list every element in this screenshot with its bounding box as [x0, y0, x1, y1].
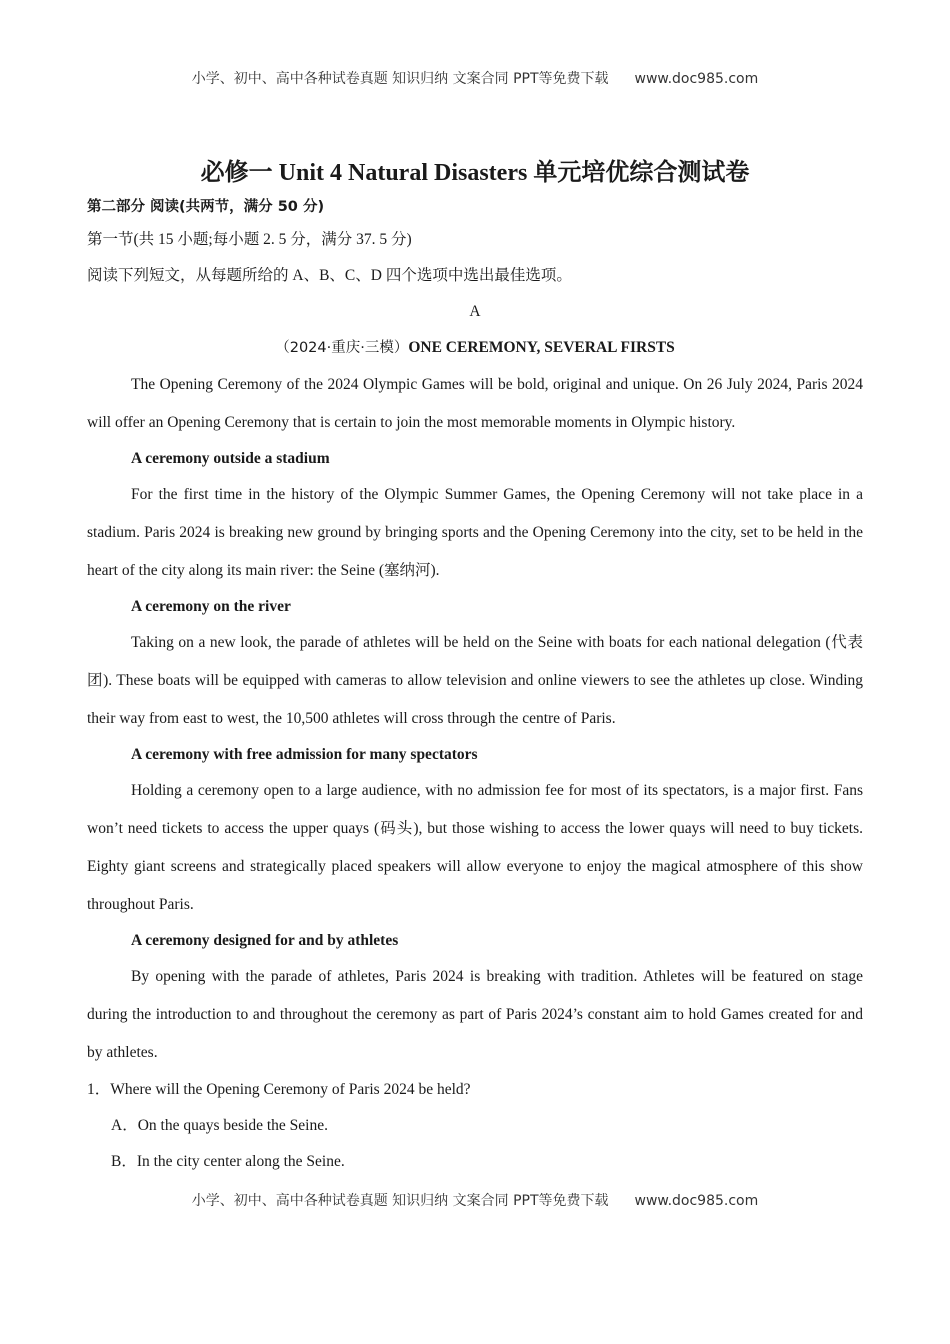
passage-source: （2024·重庆·三模） [275, 340, 409, 356]
section-text-admission: Holding a ceremony open to a large audience, with no admission fee for most of its spectators, is a major first. Fans won’t need tickets to access the upper quays (码头), but those wishing to access the lower quays will need to buy tickets. Eighty giant screens and strategically placed speakers will allow everyone to enjoy the magical atmosphere of this show throughout Paris. [87, 782, 863, 913]
footer-text: 小学、初中、高中各种试卷真题 知识归纳 文案合同 PPT等免费下载 [191, 1193, 609, 1209]
passage-intro: The Opening Ceremony of the 2024 Olympic Games will be bold, original and unique. On 26 July 2024, Paris 2024 will offer an Opening Ceremony that is certain to join the most memorable moments in Olympic history. [87, 376, 863, 431]
page-footer [0, 1190, 950, 1210]
part-heading: 第二部分 阅读(共两节，满分 50 分) [87, 199, 325, 215]
section-heading-admission: A ceremony with free admission for many spectators [131, 746, 478, 763]
instruction: 阅读下列短文，从每题所给的 A、B、C、D 四个选项中选出最佳选项。 [87, 267, 572, 284]
footer-site-link[interactable]: www.doc985.com [634, 1193, 759, 1209]
document-body [87, 192, 863, 1180]
page-header [0, 68, 950, 88]
header-text: 小学、初中、高中各种试卷真题 知识归纳 文案合同 PPT等免费下载 [191, 71, 609, 87]
passage-title-text: ONE CEREMONY, SEVERAL FIRSTS [408, 339, 675, 356]
passage-letter: A [469, 303, 481, 320]
section-heading-stadium: A ceremony outside a stadium [131, 450, 330, 467]
section-heading: 第一节(共 15 小题;每小题 2. 5 分，满分 37. 5 分) [87, 231, 412, 248]
document-title: 必修一 Unit 4 Natural Disasters 单元培优综合测试卷 [200, 160, 750, 186]
section-text-river: Taking on a new look, the parade of athletes will be held on the Seine with boats for each national delegation (代表团). These boats will be equipped with cameras to allow television and online viewers to see the athletes up close. Winding their way from east to west, the 10,500 athletes will cross through the centre of Paris. [87, 634, 863, 727]
section-heading-river: A ceremony on the river [131, 598, 291, 615]
option-a[interactable]: A．On the quays beside the Seine. [111, 1117, 328, 1134]
section-text-athletes: By opening with the parade of athletes, Paris 2024 is breaking with tradition. Athletes will be featured on stage during the introduction to and throughout the ceremony as part of Paris 2024’s constant aim to hold Games created for and by athletes. [87, 968, 863, 1061]
passage-title [87, 330, 863, 366]
option-b[interactable]: B．In the city center along the Seine. [111, 1153, 345, 1170]
section-text-stadium: For the first time in the history of the Olympic Summer Games, the Opening Ceremony will not take place in a stadium. Paris 2024 is breaking new ground by bringing sports and the Opening Ceremony into the city, set to be held in the heart of the city along its main river: the Seine (塞纳河). [87, 486, 863, 579]
section-heading-athletes: A ceremony designed for and by athletes [131, 932, 399, 949]
question-1: 1．Where will the Opening Ceremony of Paris 2024 be held? [87, 1081, 471, 1098]
header-site-link[interactable]: www.doc985.com [634, 71, 759, 87]
